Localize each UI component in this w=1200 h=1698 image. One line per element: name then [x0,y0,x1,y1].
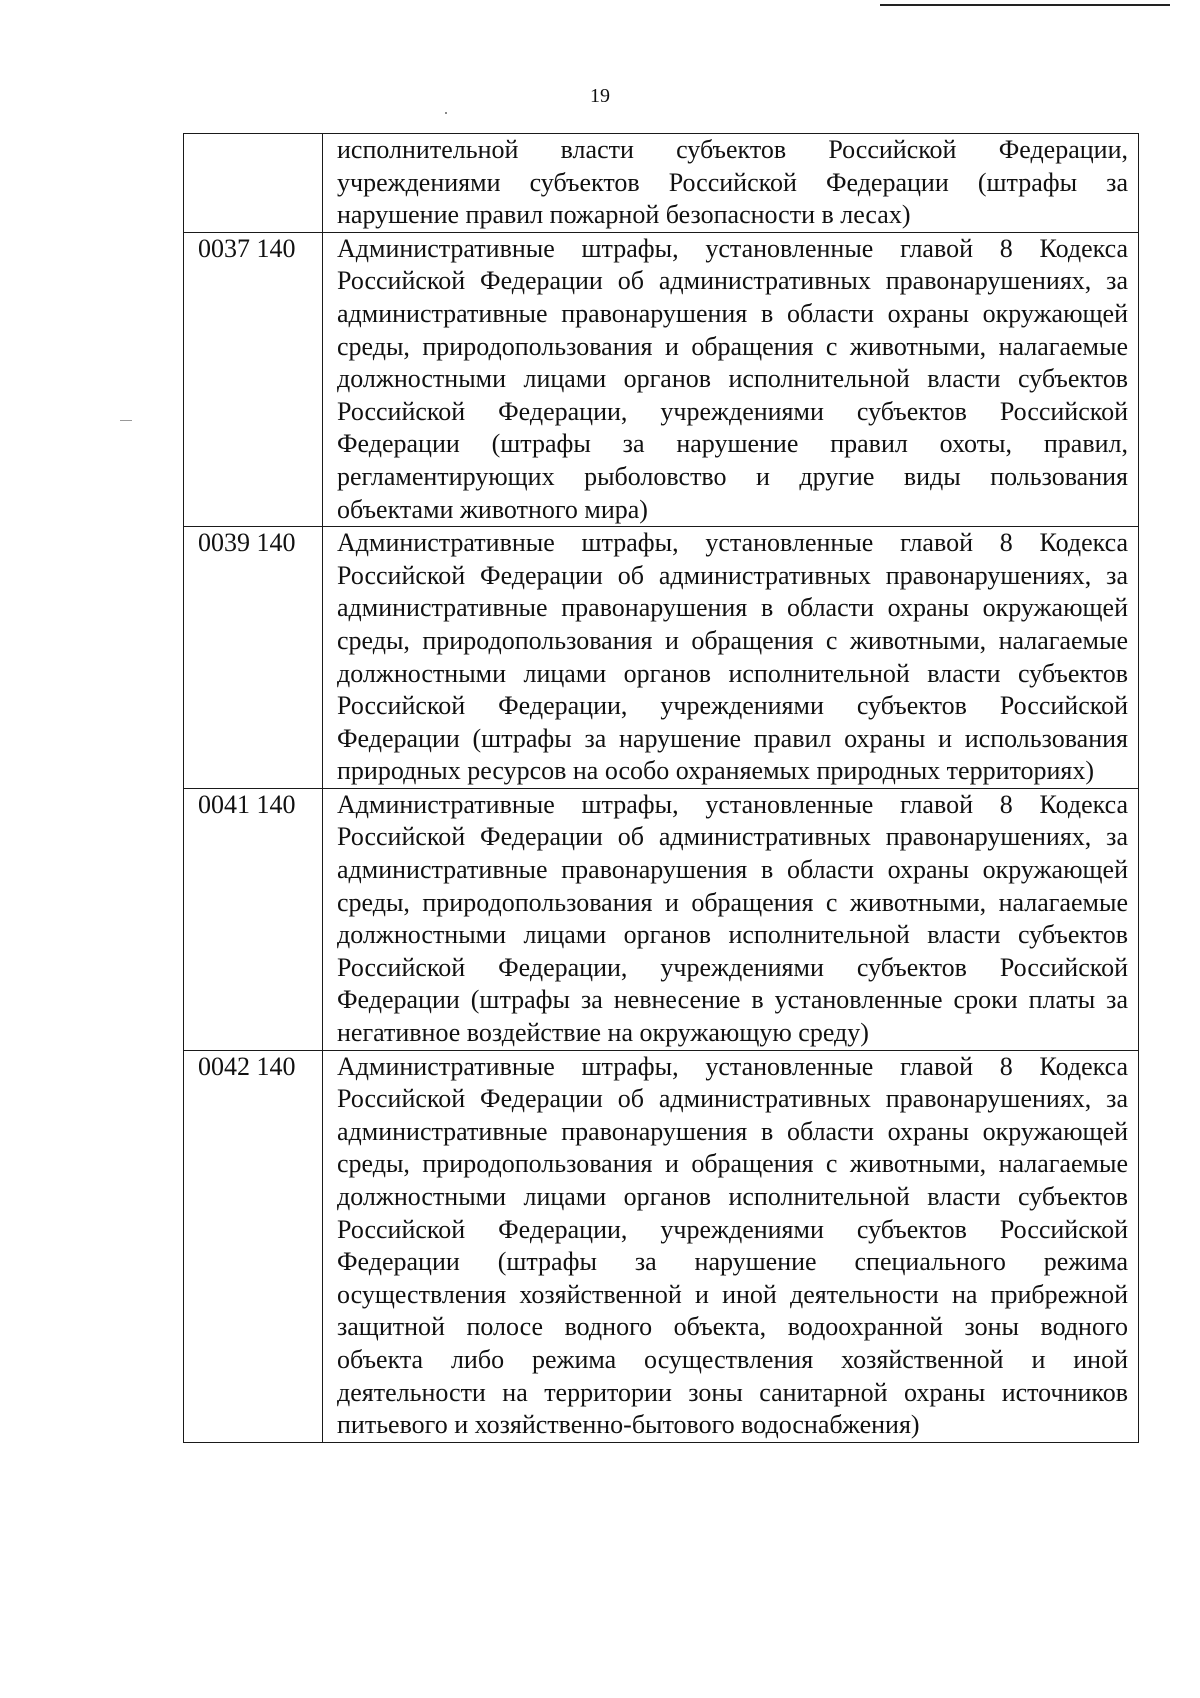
row-code: 0041 140 [184,788,323,1050]
margin-mark [120,420,132,421]
table-row [184,788,1139,1050]
scan-speck [445,112,447,114]
top-border-rule [880,4,1170,6]
row-code: 0037 140 [184,232,323,526]
table-row [184,232,1139,526]
row-description: Административные штрафы, установленные главой 8 Кодекса Российской Федерации об административных правонарушениях, за административные правонарушения в области охраны окружающей среды, природопользования и обращения с животными, налагаемые должностными лицами органов исполнительной власти субъектов Российской Федерации, учреждениями субъектов Российской Федерации (штрафы за нарушение правил охоты, правил, регламентирующих рыболовство и другие виды пользования объектами животного мира) [323,232,1139,526]
row-description: исполнительной власти субъектов Российской Федерации, учреждениями субъектов Российской Федерации (штрафы за нарушение правил пожарной безопасности в лесах) [323,134,1139,233]
row-description: Административные штрафы, установленные главой 8 Кодекса Российской Федерации об административных правонарушениях, за административные правонарушения в области охраны окружающей среды, природопользования и обращения с животными, налагаемые должностными лицами органов исполнительной власти субъектов Российской Федерации, учреждениями субъектов Российской Федерации (штрафы за невнесение в установленные сроки платы за негативное воздействие на окружающую среду) [323,788,1139,1050]
table-row [184,134,1139,233]
row-description: Административные штрафы, установленные главой 8 Кодекса Российской Федерации об административных правонарушениях, за административные правонарушения в области охраны окружающей среды, природопользования и обращения с животными, налагаемые должностными лицами органов исполнительной власти субъектов Российской Федерации, учреждениями субъектов Российской Федерации (штрафы за нарушение специального режима осуществления хозяйственной и иной деятельности на прибрежной защитной полосе водного объекта, водоохранной зоны водного объекта либо режима осуществления хозяйственной и иной деятельности на территории зоны санитарной охраны источников питьевого и хозяйственно-бытового водоснабжения) [323,1050,1139,1442]
page-number: 19 [590,85,610,107]
row-code [184,134,323,233]
row-code: 0039 140 [184,527,323,789]
table-row [184,1050,1139,1442]
row-code: 0042 140 [184,1050,323,1442]
budget-codes-table [183,133,1139,1443]
row-description: Административные штрафы, установленные главой 8 Кодекса Российской Федерации об административных правонарушениях, за административные правонарушения в области охраны окружающей среды, природопользования и обращения с животными, налагаемые должностными лицами органов исполнительной власти субъектов Российской Федерации, учреждениями субъектов Российской Федерации (штрафы за нарушение правил охраны и использования природных ресурсов на особо охраняемых природных территориях) [323,527,1139,789]
table-row [184,527,1139,789]
